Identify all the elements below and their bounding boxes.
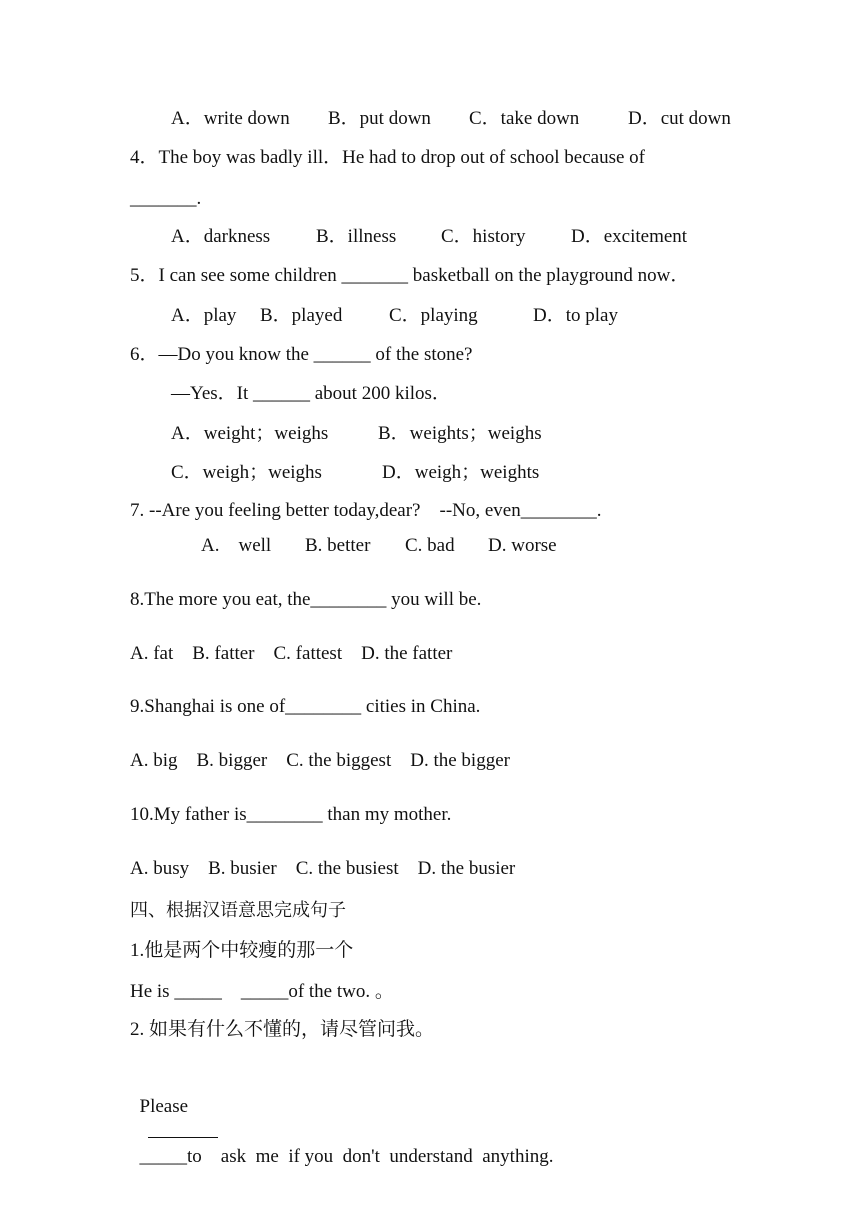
q3-option-d: D．cut down [628,108,731,129]
q4-option-b: B．illness [316,226,397,247]
s2-chinese: 2. 如果有什么不懂的，请尽管问我。 [130,1019,435,1040]
q7-option-b: B. better [305,535,371,556]
s1-chinese: 1.他是两个中较瘦的那一个 [130,940,354,961]
q5-stem: 5．I can see some children _______ basketball on the playground now． [130,265,690,286]
s2-english-rest: _____to ask me if you don't understand anything. [139,1146,554,1167]
q7-option-a: A. well [201,535,272,556]
section-4-heading: 四、根据汉语意思完成句子 [130,900,346,921]
q5-option-b: B．played [260,305,343,326]
q6-option-c: C．weigh；weighs [171,462,322,483]
q3-option-b: B．put down [328,108,431,129]
q7-option-c: C. bad [405,535,455,556]
q9-stem: 9.Shanghai is one of________ cities in China. [130,696,481,717]
q4-blank: _______. [130,188,202,209]
s2-english [130,1071,553,1169]
q3-option-a: A．write down [171,108,290,129]
q6-option-b: B．weights；weighs [378,423,542,444]
q6-stem: 6．—Do you know the ______ of the stone? [130,344,473,365]
q6-option-a: A．weight；weighs [171,423,329,444]
q10-options: A. busy B. busier C. the busiest D. the busier [130,858,516,879]
s2-answer-blank [148,1119,218,1138]
q4-option-d: D．excitement [571,226,688,247]
q4-option-c: C．history [441,226,526,247]
q7-option-d: D. worse [488,535,557,556]
q4-stem: 4．The boy was badly ill．He had to drop out of school because of [130,147,645,168]
s1-english: He is _____ _____of the two. 。 [130,981,394,1002]
q6-reply: —Yes．It ______ about 200 kilos． [171,383,451,404]
q5-option-a: A．play [171,305,237,326]
q5-option-d: D．to play [533,305,618,326]
q8-stem: 8.The more you eat, the________ you will be. [130,589,482,610]
q7-stem: 7. --Are you feeling better today,dear? --No, even________. [130,500,602,521]
q8-options: A. fat B. fatter C. fattest D. the fatter [130,643,453,664]
q3-option-c: C．take down [469,108,580,129]
q10-stem: 10.My father is________ than my mother. [130,804,452,825]
q9-options: A. big B. bigger C. the biggest D. the bigger [130,750,510,771]
s2-english-please: Please [139,1096,189,1117]
q6-option-d: D．weigh；weights [382,462,540,483]
q5-option-c: C．playing [389,305,478,326]
q4-option-a: A．darkness [171,226,271,247]
